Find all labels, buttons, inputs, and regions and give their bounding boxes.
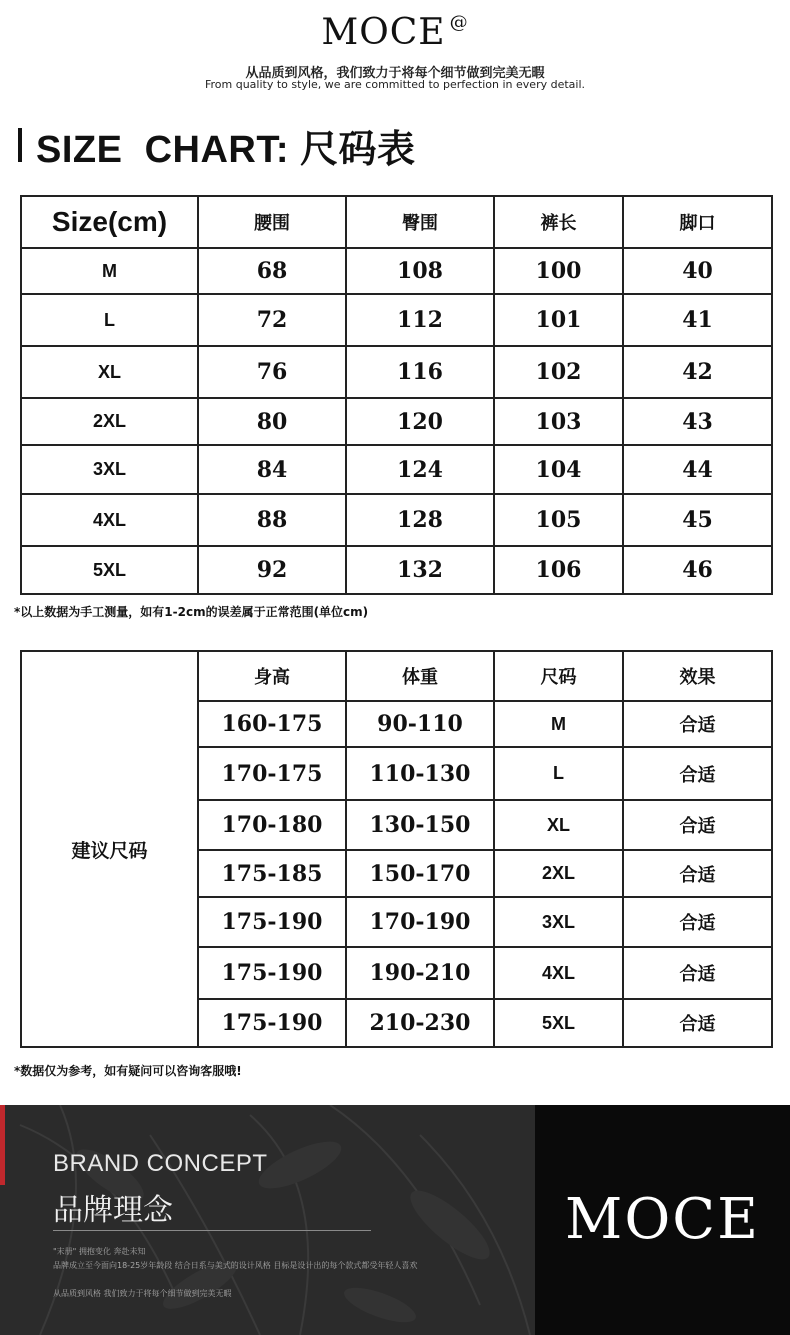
size-table-header-row: [21, 196, 772, 248]
fit-label: 合适: [623, 947, 772, 999]
weight-range: 90-110: [346, 701, 494, 747]
waist-value: 68: [198, 248, 346, 294]
fit-label: 合适: [623, 701, 772, 747]
size-label: 5XL: [494, 999, 623, 1047]
hem-value: 40: [623, 248, 772, 294]
hip-value: 124: [346, 445, 494, 494]
concept-line-2: 品牌成立至今面向18-25岁年龄段 结合日系与美式的设计风格 目标是设计出的每个款式都受年轻人喜欢: [53, 1261, 418, 1270]
size-label: 2XL: [494, 850, 623, 897]
size-label: XL: [494, 800, 623, 850]
header-length: 裤长: [494, 196, 623, 248]
weight-range: 210-230: [346, 999, 494, 1047]
hem-value: 42: [623, 346, 772, 398]
recommendation-table: [20, 650, 773, 1048]
header-weight: 体重: [346, 651, 494, 701]
height-range: 170-175: [198, 747, 346, 800]
rec-table-header-row: [21, 651, 772, 701]
size-label: L: [21, 294, 198, 346]
measurement-note: *以上数据为手工测量，如有1-2cm的误差属于正常范围(单位cm): [14, 605, 369, 619]
length-value: 101: [494, 294, 623, 346]
header-size: Size(cm): [21, 196, 198, 248]
tagline-cn: 从品质到风格，我们致力于将每个细节做到完美无暇: [245, 66, 545, 81]
length-value: 106: [494, 546, 623, 594]
header-waist: 腰围: [198, 196, 346, 248]
heading-bar: [18, 128, 22, 162]
fit-label: 合适: [623, 850, 772, 897]
height-range: 175-190: [198, 999, 346, 1047]
table-row: [21, 398, 772, 445]
weight-range: 170-190: [346, 897, 494, 947]
header-size: 尺码: [494, 651, 623, 701]
size-label: 4XL: [21, 494, 198, 546]
table-row: [21, 546, 772, 594]
length-value: 104: [494, 445, 623, 494]
weight-range: 110-130: [346, 747, 494, 800]
brand-concept-title-cn: 品牌理念: [53, 1193, 173, 1228]
size-label: XL: [21, 346, 198, 398]
waist-value: 72: [198, 294, 346, 346]
hip-value: 132: [346, 546, 494, 594]
size-label: M: [494, 701, 623, 747]
hem-value: 46: [623, 546, 772, 594]
divider: [53, 1230, 371, 1231]
brand-logo-large: MOCE: [565, 1187, 760, 1252]
size-label: 5XL: [21, 546, 198, 594]
concept-line-3: 从品质到风格 我们致力于将每个细节做到完美无暇: [53, 1289, 232, 1298]
header-hem: 脚口: [623, 196, 772, 248]
length-value: 102: [494, 346, 623, 398]
size-chart-title: SIZE CHART: 尺码表: [36, 128, 416, 171]
brand-logo: [0, 12, 790, 53]
height-range: 160-175: [198, 701, 346, 747]
size-label: M: [21, 248, 198, 294]
length-value: 105: [494, 494, 623, 546]
fit-label: 合适: [623, 897, 772, 947]
fit-label: 合适: [623, 747, 772, 800]
hem-value: 41: [623, 294, 772, 346]
header-height: 身高: [198, 651, 346, 701]
header: [0, 0, 790, 110]
waist-value: 84: [198, 445, 346, 494]
table-row: [21, 445, 772, 494]
header-effect: 效果: [623, 651, 772, 701]
reference-note: *数据仅为参考，如有疑问可以咨询客服哦!: [14, 1064, 242, 1078]
brand-name: MOCE: [321, 12, 446, 53]
waist-value: 76: [198, 346, 346, 398]
waist-value: 80: [198, 398, 346, 445]
height-range: 175-190: [198, 897, 346, 947]
waist-value: 88: [198, 494, 346, 546]
brand-concept-banner: [0, 1105, 790, 1335]
table-row: [21, 494, 772, 546]
hem-value: 43: [623, 398, 772, 445]
size-table: [20, 195, 773, 595]
accent-strip: [0, 1105, 5, 1185]
fit-label: 合适: [623, 800, 772, 850]
hem-value: 45: [623, 494, 772, 546]
weight-range: 150-170: [346, 850, 494, 897]
size-chart-heading: [18, 120, 416, 170]
fit-label: 合适: [623, 999, 772, 1047]
size-label: 3XL: [494, 897, 623, 947]
size-label: L: [494, 747, 623, 800]
hip-value: 108: [346, 248, 494, 294]
length-value: 103: [494, 398, 623, 445]
header-hip: 臀围: [346, 196, 494, 248]
size-label: 4XL: [494, 947, 623, 999]
height-range: 170-180: [198, 800, 346, 850]
brand-concept-title-en: BRAND CONCEPT: [53, 1150, 268, 1177]
height-range: 175-185: [198, 850, 346, 897]
recommendation-label: 建议尺码: [21, 651, 198, 1047]
weight-range: 190-210: [346, 947, 494, 999]
size-label: 3XL: [21, 445, 198, 494]
waist-value: 92: [198, 546, 346, 594]
size-label: 2XL: [21, 398, 198, 445]
hip-value: 116: [346, 346, 494, 398]
table-row: [21, 248, 772, 294]
weight-range: 130-150: [346, 800, 494, 850]
hip-value: 112: [346, 294, 494, 346]
length-value: 100: [494, 248, 623, 294]
hip-value: 120: [346, 398, 494, 445]
hem-value: 44: [623, 445, 772, 494]
tagline-en: From quality to style, we are committed to perfection in every detail.: [204, 78, 586, 91]
height-range: 175-190: [198, 947, 346, 999]
hip-value: 128: [346, 494, 494, 546]
table-row: [21, 294, 772, 346]
brand-mark: @: [449, 12, 469, 33]
table-row: [21, 346, 772, 398]
concept-line-1: "末册" 拥抱变化 奔赴未知: [53, 1247, 146, 1256]
